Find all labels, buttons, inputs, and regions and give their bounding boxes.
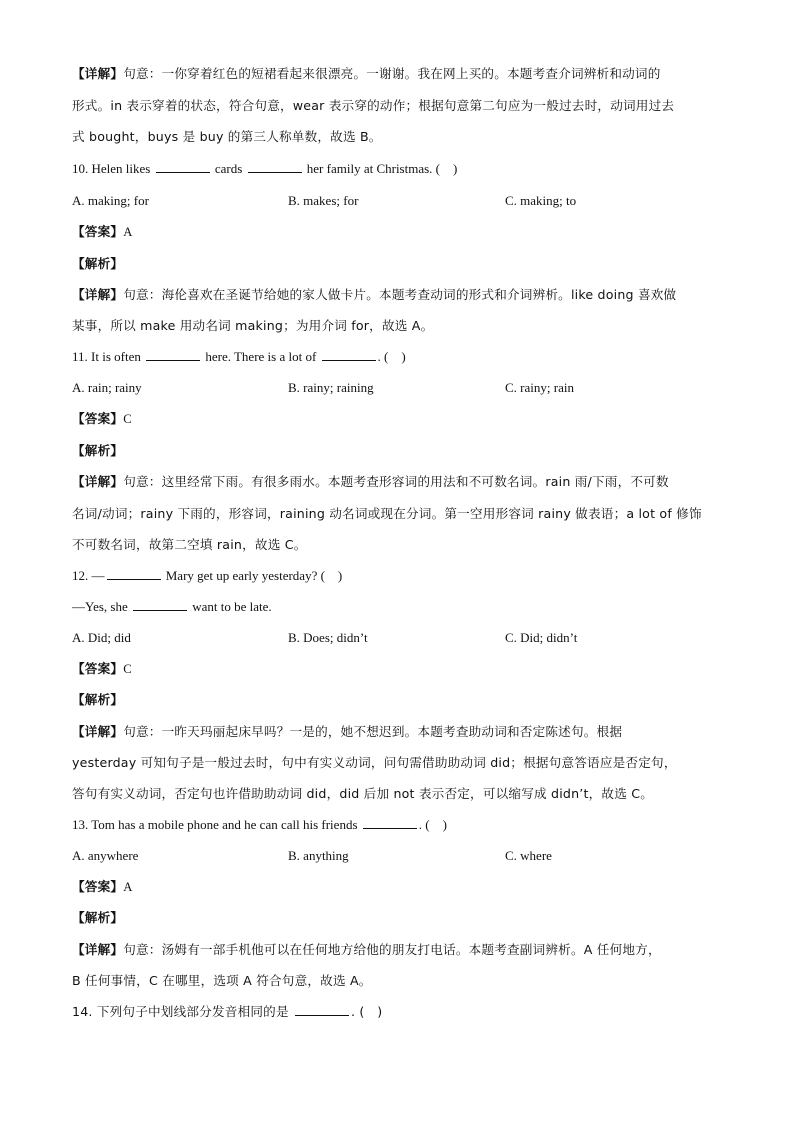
option-c: C. where — [505, 848, 552, 863]
question-11-detail-2: 名词/动词；rainy 下雨的，形容词，raining 动名词或现在分词。第一空用形容词 rainy 做表语；a lot of 修饰 — [72, 506, 702, 521]
stem-part: 14. 下列句子中划线部分发音相同的是 — [72, 1004, 289, 1019]
detail-tag: 【详解】 — [72, 66, 124, 81]
question-10-detail-2: 某事，所以 make 用动名词 making；为用介词 for，故选 A。 — [72, 318, 434, 333]
option-c: C. making; to — [505, 193, 577, 208]
stem-part: . ( ) — [350, 1004, 383, 1019]
answer-blank — [146, 349, 200, 361]
prev-detail-line-2: 形式。in 表示穿着的状态，符合句意，wear 表示穿的动作；根据句意第二句应为一般过去时，动词用过去 — [72, 98, 675, 113]
answer-blank — [107, 568, 161, 580]
stem-part: 12. — — [72, 568, 105, 583]
stem-part: . ( ) — [377, 349, 406, 364]
answer-tag: 【答案】 — [72, 879, 124, 894]
detail-tag: 【详解】 — [72, 942, 124, 957]
prev-detail-line-3: 式 bought，buys 是 buy 的第三人称单数，故选 B。 — [72, 129, 382, 144]
option-c: C. rainy; rain — [505, 380, 574, 395]
answer-blank — [295, 1004, 349, 1016]
option-a: A. rain; rainy — [72, 380, 142, 395]
detail-text: 句意：一昨天玛丽起床早吗？一是的，她不想迟到。本题考查助动词和否定陈述句。根据 — [123, 724, 623, 739]
answer-value: C — [123, 662, 132, 676]
question-10-stem — [72, 161, 457, 177]
prev-detail-line-1 — [72, 66, 661, 82]
detail-tag: 【详解】 — [72, 287, 124, 302]
answer-blank — [156, 161, 210, 173]
question-10-options — [72, 193, 722, 209]
question-11-stem — [72, 349, 406, 365]
answer-value: A — [123, 880, 133, 894]
question-14-stem — [72, 1004, 382, 1020]
detail-text: 句意：汤姆有一部手机他可以在任何地方给他的朋友打电话。本题考查副词辨析。A 任何地方， — [123, 942, 661, 957]
question-11-options — [72, 380, 722, 396]
question-10-analysis-tag: 【解析】 — [72, 256, 124, 271]
question-11-detail-3: 不可数名词，故第二空填 rain，故选 C。 — [72, 537, 307, 552]
stem-part: 11. It is often — [72, 349, 141, 364]
stem-part: here. There is a lot of — [205, 349, 317, 364]
option-b: B. anything — [288, 848, 349, 863]
option-a: A. anywhere — [72, 848, 139, 863]
option-c: C. Did; didn’t — [505, 630, 578, 645]
question-10-detail-1 — [72, 287, 676, 303]
option-b: B. rainy; raining — [288, 380, 374, 395]
answer-tag: 【答案】 — [72, 411, 124, 426]
detail-tag: 【详解】 — [72, 724, 124, 739]
question-13-detail-1 — [72, 942, 661, 958]
answer-blank — [363, 817, 417, 829]
option-b: B. Does; didn’t — [288, 630, 368, 645]
answer-value: A — [123, 225, 133, 239]
answer-value: C — [123, 412, 132, 426]
answer-blank — [133, 599, 187, 611]
prev-detail-text: 句意：一你穿着红色的短裙看起来很漂亮。一谢谢。我在网上买的。本题考查介词辨析和动词的 — [123, 66, 661, 81]
question-12-options — [72, 630, 722, 646]
stem-part: Mary get up early yesterday? ( ) — [165, 568, 343, 583]
stem-part: want to be late. — [192, 599, 272, 614]
option-a: A. making; for — [72, 193, 149, 208]
question-12-analysis-tag: 【解析】 — [72, 692, 124, 707]
answer-blank — [322, 349, 376, 361]
answer-blank — [248, 161, 302, 173]
stem-part: 10. Helen likes — [72, 161, 151, 176]
option-b: B. makes; for — [288, 193, 359, 208]
question-12-stem — [72, 568, 342, 584]
question-13-analysis-tag: 【解析】 — [72, 910, 124, 925]
answer-tag: 【答案】 — [72, 661, 124, 676]
question-12-answer — [72, 661, 132, 677]
question-13-answer — [72, 879, 132, 895]
detail-tag: 【详解】 — [72, 474, 124, 489]
stem-part: 13. Tom has a mobile phone and he can call his friends — [72, 817, 358, 832]
question-12-detail-3: 答句有实义动词，否定句也许借助助动词 did，did 后加 not 表示否定，可以缩写成 didn’t，故选 C。 — [72, 786, 654, 801]
answer-tag: 【答案】 — [72, 224, 124, 239]
stem-part: —Yes, she — [72, 599, 128, 614]
question-13-options — [72, 848, 722, 864]
question-12-stem-2 — [72, 599, 272, 615]
detail-text: 句意：海伦喜欢在圣诞节给她的家人做卡片。本题考查动词的形式和介词辨析。like doing 喜欢做 — [123, 287, 677, 302]
stem-part: . ( ) — [418, 817, 447, 832]
option-a: A. Did; did — [72, 630, 131, 645]
stem-part: cards — [214, 161, 243, 176]
stem-part: her family at Christmas. ( ) — [306, 161, 458, 176]
question-11-answer — [72, 411, 132, 427]
question-10-answer — [72, 224, 132, 240]
question-13-stem — [72, 817, 447, 833]
question-11-analysis-tag: 【解析】 — [72, 443, 124, 458]
question-12-detail-1 — [72, 724, 622, 740]
question-11-detail-1 — [72, 474, 669, 490]
question-12-detail-2: yesterday 可知句子是一般过去时，句中有实义动词，问句需借助助动词 did；根据句意答语应是否定句， — [72, 755, 677, 770]
detail-text: 句意：这里经常下雨。有很多雨水。本题考查形容词的用法和不可数名词。rain 雨/下雨，不可数 — [123, 474, 669, 489]
question-13-detail-2: B 任何事情，C 在哪里，选项 A 符合句意，故选 A。 — [72, 973, 372, 988]
